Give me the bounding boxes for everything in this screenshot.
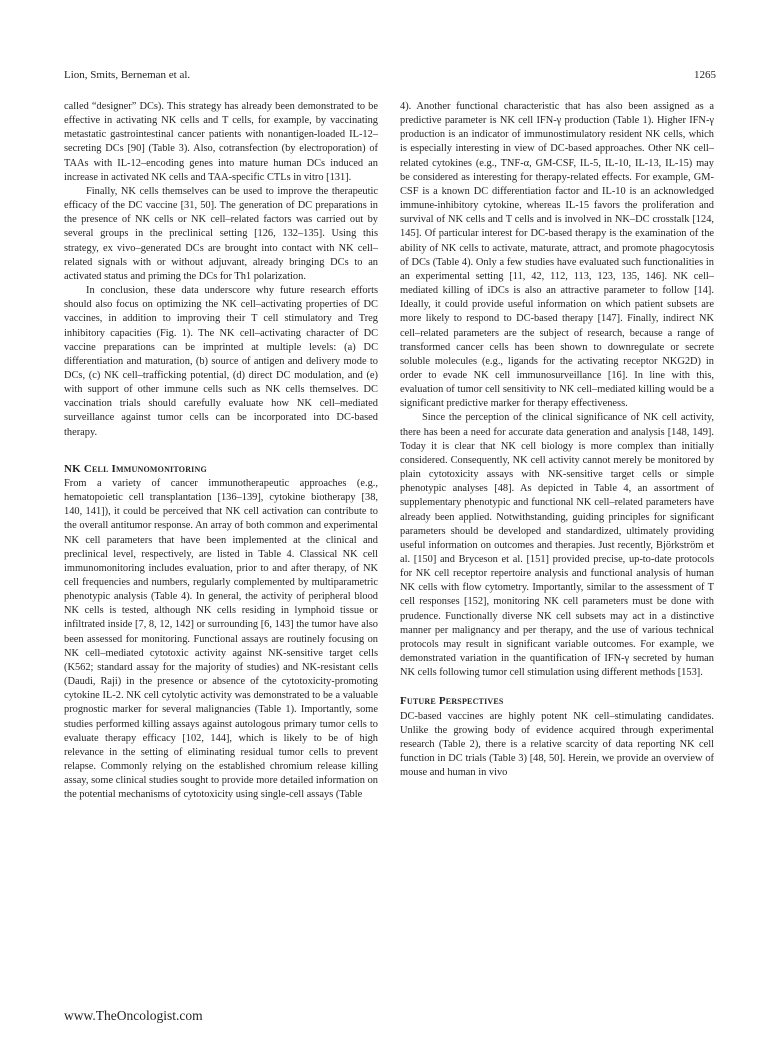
left-paragraph-4: From a variety of cancer immunotherapeutic approaches (e.g., hematopoietic cell transplantation [136–139], cytokine biotherapy [38, 140, 141]), it could be perceived that NK cell activation can contribute to the overall antitumor response. An array of both common and experimental NK cell parameters that have been implemented at the clinical and preclinical level, respectively, are listed in Table 4. Classical NK cell immunomonitoring includes evaluation, prior to and after therapy, of NK cell frequencies and numbers, regularly complemented by multiparametric phenotypic analysis (Table 4). In general, the activity of peripheral blood NK cells is tested, although NK cells residing in lymphoid tissue or infiltrated inside [7, 8, 12, 142] or surrounding [6, 143] the tumor have also been assessed for monitoring. Functional assays are routinely focusing on NK cell–mediated cytotoxic activity against NK-sensitive target cells (K562; standard assay for the majority of studies) and NK-resistant cells (Daudi, Raji) in the presence or absence of the cytotoxicity-promoting cytokine IL-2. NK cell cytolytic activity was demonstrated to be a valuable prognostic marker for several malignancies (Table 1). Importantly, some studies performed killing assays against autologous primary tumor cells to evaluate therapy efficacy [102, 144], which is likely to be of high relevance in the setting of eliminating residual tumor cells to prevent relapse. Commonly relying on the established chromium release killing assay, some clinical studies sought to provide more detailed information on the potential mechanisms of cytotoxicity using single-cell assays (Table	[64, 477, 378, 801]
right-paragraph-1: 4). Another functional characteristic that has also been assigned as a predictive parameter is NK cell IFN-γ production (Table 1). Higher IFN-γ production is an indicator of immunostimulatory resident NK cells, which is especially interesting in view of DC-based approaches. Other NK cell–related cytokines (e.g., TNF-α, GM-CSF, IL-5, IL-10, IL-13, IL-15) may be considered as interesting for therapy-related effects. For example, GM-CSF is a known DC differentiation factor and IL-10 is an acknowledged immune-inhibitory cytokine, whereas IL-15 favors the proliferation and survival of NK cells and T cells and is involved in NK–DC crosstalk [124, 145]. Of particular interest for DC-based therapy is the examination of the ability of NK cells to activate, maturate, attract, and promote phagocytosis of DCs (Table 4). Only a few studies have evaluated such functionalities in an experimental setting [11, 42, 112, 113, 123, 135, 146]. NK cell–mediated killing of iDCs is also an attractive parameter to follow [14]. Ideally, it could provide useful information on which patient subsets are more likely to respond to DC-based therapy [147]. Finally, indirect NK cell–related parameters are the subject of research, because a range of transformed cancer cells has been shown to downregulate or secrete soluble molecules (e.g., ligands for the activating receptor NKG2D) in order to evade NK cell immunosurveillance [16]. In line with this, evaluation of tumor cell sensitivity to NK cell–mediated killing would be a significant predictive marker for therapy effectiveness.	[400, 101, 714, 410]
left-paragraph-3: In conclusion, these data underscore why future research efforts should also focus on optimizing the NK cell–activating properties of DC vaccines, in addition to improving their T cell stimulatory and Treg inhibitory capacities (Fig. 1). The NK cell–activating character of DC vaccine preparations can be imprinted at multiple levels: (a) DC differentiation and maturation, (b) source of antigen and delivery mode to DCs, (c) NK cell–trafficking potential, (d) direct DC modulation, and (e) with support of other immune cells such as NK cells themselves. DC vaccination trials should carefully evaluate how NK cell–mediated surveillance against tumor cells can be incorporated into DC-based therapy.	[64, 285, 378, 438]
left-column	[64, 100, 378, 803]
running-header-authors: Lion, Smits, Berneman et al.	[64, 69, 191, 81]
left-paragraph-2: Finally, NK cells themselves can be used to improve the therapeutic efficacy of the DC vaccine [31, 50]. The generation of DC preparations in the presence of NK cells or NK cell–related factors was carried out by several groups in the preclinical setting [126, 132–135]. Using this strategy, ex vivo–generated DCs are brought into contact with NK cell–related signals with or without adjuvant, already bringing DCs to an activated status and priming the DCs for Th1 polarization.	[64, 185, 378, 282]
page-number: 1265	[694, 69, 716, 81]
left-paragraph-1: called “designer” DCs). This strategy has already been demonstrated to be effective in activating NK cells and T cells, for example, by vaccinating metastatic gastrointestinal cancer patients with nonantigen-loaded IL-12–secreting DCs [90] (Table 3). Also, cotransfection (by electroporation) of TAAs with IL-12–encoding genes into mature human DCs induced an increase in activated NK cells and TAA-specific CTLs in vitro [131].	[64, 101, 378, 183]
right-paragraph-2: Since the perception of the clinical significance of NK cell activity, there has been a need for accurate data generation and analysis [148, 149]. Today it is clear that NK cell biology is more complex than initially considered. Consequently, NK cell activity cannot merely be monitored by plain cytotoxicity assays with NK-sensitive target cells or simple phenotypic analyses [48]. As depicted in Table 4, an assortment of supplementary phenotypic and functional NK cell–related parameters have already been applied. Notwithstanding, guiding principles for significant parameters should be developed and standardized, ultimately providing useful information on outcomes and therapies. Just recently, Björkström et al. [150] and Bryceson et al. [151] provided precise, up-to-date protocols for NK cell receptor repertoire analysis and functional analysis of human NK cells with flow cytometry. Importantly, similar to the assessment of T cell responses [152], monitoring NK cell parameters must be done with prudence. Functionally diverse NK cell subsets may act in a distinctive manner per malignancy and per therapy, and the use of various technical protocols may result in significant variable outcomes. For example, we demonstrated variation in the quantification of IFN-γ secreted by human NK cells following tumor cell stimulation using different methods [153].	[400, 412, 714, 679]
running-header	[64, 68, 716, 84]
section-heading-future-perspectives: Future Perspectives	[400, 695, 504, 708]
section-heading-nk-cell-immunomonitoring: NK Cell Immunomonitoring	[64, 462, 207, 475]
right-column	[400, 100, 714, 780]
journal-url: www.TheOncologist.com	[64, 1008, 203, 1023]
right-paragraph-3: DC-based vaccines are highly potent NK cell–stimulating candidates. Unlike the growing body of evidence acquired through experimental research (Table 2), there is a relative scarcity of data reporting NK cell function in DC trials (Table 3) [48, 50]. Herein, we provide an overview of mouse and human in vivo	[400, 710, 714, 779]
